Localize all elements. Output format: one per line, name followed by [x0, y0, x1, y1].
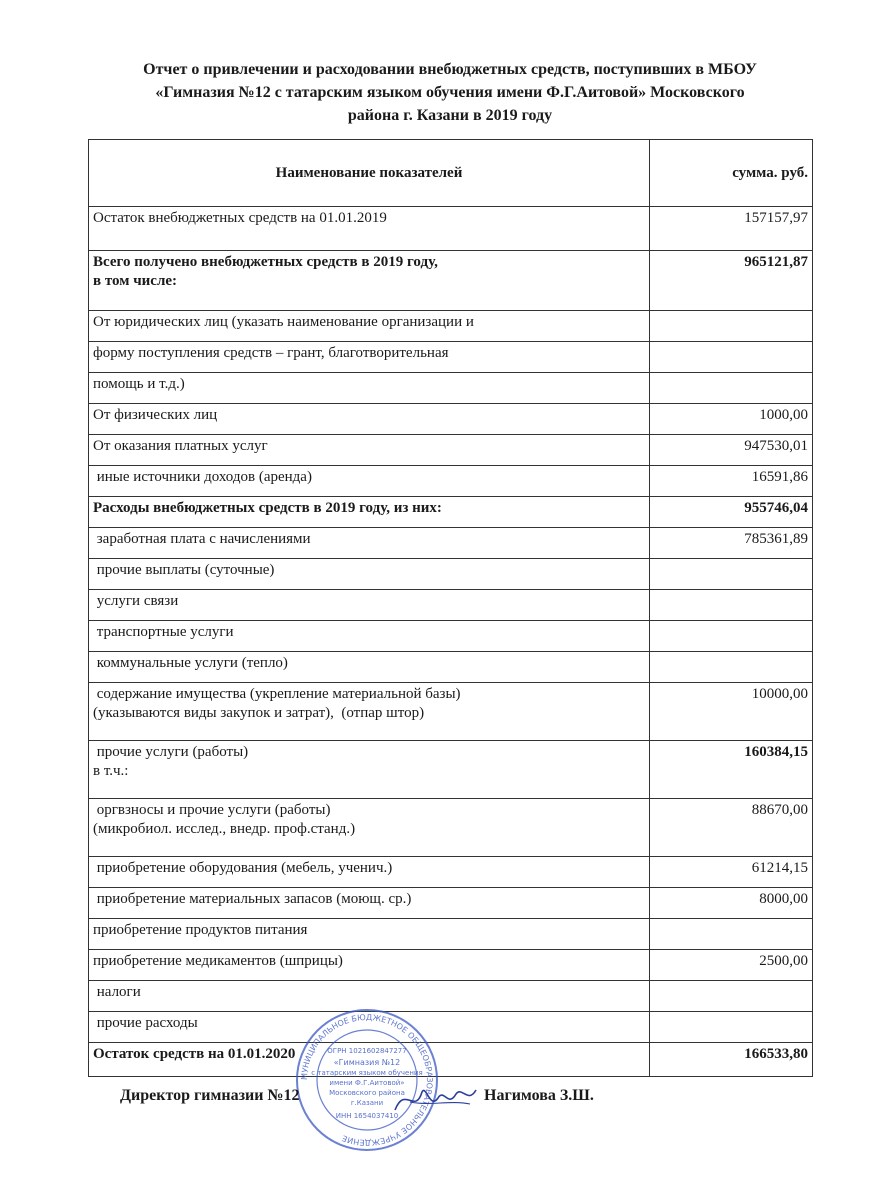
row-label-cell [89, 207, 650, 251]
row-label: От оказания платных услуг [93, 438, 268, 454]
row-label: Остаток внебюджетных средств на 01.01.2019 [93, 210, 387, 226]
row-label-cell [89, 950, 650, 981]
table-row [89, 857, 813, 888]
row-amount [650, 981, 813, 1012]
row-amount: 785361,89 [650, 528, 813, 559]
row-label-cell [89, 857, 650, 888]
row-label: От физических лиц [93, 407, 218, 423]
row-label-cell [89, 466, 650, 497]
table-row [89, 799, 813, 857]
row-label-cell [89, 404, 650, 435]
row-label-cell [89, 888, 650, 919]
row-amount: 160384,15 [650, 741, 813, 799]
row-sublabel: (указываются виды закупок и затрат), (отпар штор) [93, 705, 425, 721]
row-label: приобретение оборудования (мебель, ученич.) [93, 860, 393, 876]
row-amount [650, 621, 813, 652]
table-row [89, 251, 813, 311]
row-label-cell [89, 497, 650, 528]
row-label: Остаток средств на 01.01.2020 [93, 1046, 296, 1062]
table-body [89, 207, 813, 1077]
row-sublabel: (микробиол. исслед., внедр. проф.станд.) [93, 821, 356, 837]
signature [390, 1080, 480, 1120]
row-amount: 1000,00 [650, 404, 813, 435]
row-label: От юридических лиц (указать наименование организации и [93, 314, 474, 330]
row-amount: 2500,00 [650, 950, 813, 981]
row-label: прочие услуги (работы) [93, 744, 249, 760]
table-row [89, 342, 813, 373]
row-label: форму поступления средств – грант, благотворительная [93, 345, 449, 361]
row-amount [650, 342, 813, 373]
row-label: оргвзносы и прочие услуги (работы) [93, 802, 331, 818]
stamp-inn: ИНН 1654037410 [335, 1112, 399, 1120]
header-amount: сумма. руб. [650, 140, 813, 207]
row-amount [650, 1012, 813, 1043]
row-amount: 88670,00 [650, 799, 813, 857]
director-label: Директор гимназии №12 [120, 1087, 300, 1104]
row-label: коммунальные услуги (тепло) [93, 655, 288, 671]
row-amount: 955746,04 [650, 497, 813, 528]
title-line-2: «Гимназия №12 с татарским языком обучения имени Ф.Г.Аитовой» Московского [155, 84, 745, 101]
table-row [89, 435, 813, 466]
row-label: налоги [93, 984, 141, 1000]
table-row [89, 652, 813, 683]
stamp-ring-text: МУНИЦИПАЛЬНОЕ БЮДЖЕТНОЕ ОБЩЕОБРАЗОВАТЕЛЬНОЕ УЧРЕЖДЕНИЕ [299, 1012, 435, 1148]
row-label-cell [89, 590, 650, 621]
row-label-cell [89, 621, 650, 652]
row-label: приобретение медикаментов (шприцы) [93, 953, 343, 969]
row-amount [650, 373, 813, 404]
row-amount: 10000,00 [650, 683, 813, 741]
row-sublabel: в т.ч.: [93, 763, 129, 779]
table-row [89, 1012, 813, 1043]
row-label-cell [89, 311, 650, 342]
row-amount [650, 311, 813, 342]
row-label-cell [89, 919, 650, 950]
row-amount: 8000,00 [650, 888, 813, 919]
table-row [89, 373, 813, 404]
table-row [89, 207, 813, 251]
row-label-cell [89, 528, 650, 559]
row-amount [650, 919, 813, 950]
table-row [89, 311, 813, 342]
title-line-3: района г. Казани в 2019 году [347, 107, 553, 124]
stamp-line-1: «Гимназия №12 [333, 1058, 401, 1067]
row-label: Всего получено внебюджетных средств в 2019 году, [93, 254, 438, 270]
stamp-ogrn: ОГРН 1021602847277 [327, 1047, 407, 1055]
row-label: прочие выплаты (суточные) [93, 562, 275, 578]
row-label: помощь и т.д.) [93, 376, 185, 392]
row-label: содержание имущества (укрепление материальной базы) [93, 686, 461, 702]
row-label: приобретение продуктов питания [93, 922, 308, 938]
table-row [89, 888, 813, 919]
table-row [89, 683, 813, 741]
row-amount: 166533,80 [650, 1043, 813, 1077]
row-label: заработная плата с начислениями [93, 531, 311, 547]
row-amount: 157157,97 [650, 207, 813, 251]
row-label: транспортные услуги [93, 624, 234, 640]
row-label-cell [89, 559, 650, 590]
row-label-cell [89, 342, 650, 373]
row-amount: 61214,15 [650, 857, 813, 888]
table-row [89, 741, 813, 799]
stamp-line-3: имени Ф.Г.Аитовой» [329, 1079, 405, 1087]
table-row [89, 497, 813, 528]
table-row [89, 528, 813, 559]
table-row [89, 590, 813, 621]
row-amount: 16591,86 [650, 466, 813, 497]
row-label: Расходы внебюджетных средств в 2019 году, из них: [93, 500, 442, 516]
row-amount [650, 590, 813, 621]
row-amount [650, 559, 813, 590]
stamp-line-4: Московского района [329, 1089, 405, 1097]
table-row [89, 981, 813, 1012]
table-row [89, 466, 813, 497]
row-label: прочие расходы [93, 1015, 198, 1031]
header-indicator-name: Наименование показателей [89, 140, 650, 207]
row-amount [650, 652, 813, 683]
table-row [89, 919, 813, 950]
table-row [89, 950, 813, 981]
director-name: Нагимова З.Ш. [484, 1087, 594, 1104]
row-label-cell [89, 799, 650, 857]
row-amount: 965121,87 [650, 251, 813, 311]
row-amount: 947530,01 [650, 435, 813, 466]
report-title [100, 58, 800, 127]
table-row [89, 404, 813, 435]
table-row [89, 1043, 813, 1077]
table-row [89, 621, 813, 652]
row-label: услуги связи [93, 593, 179, 609]
row-label: иные источники доходов (аренда) [93, 469, 312, 485]
row-label-cell [89, 683, 650, 741]
row-label-cell [89, 652, 650, 683]
table-header-row [89, 140, 813, 207]
row-label-cell [89, 741, 650, 799]
stamp-line-2: с татарским языком обучения [311, 1069, 423, 1077]
row-label-cell [89, 251, 650, 311]
row-label-cell [89, 435, 650, 466]
row-sublabel: в том числе: [93, 273, 178, 289]
report-table [88, 139, 813, 1077]
row-label-cell [89, 373, 650, 404]
stamp-line-5: г.Казани [350, 1099, 384, 1107]
table-row [89, 559, 813, 590]
row-label: приобретение материальных запасов (моющ. ср.) [93, 891, 412, 907]
title-line-1: Отчет о привлечении и расходовании внебюджетных средств, поступивших в МБОУ [143, 61, 757, 78]
